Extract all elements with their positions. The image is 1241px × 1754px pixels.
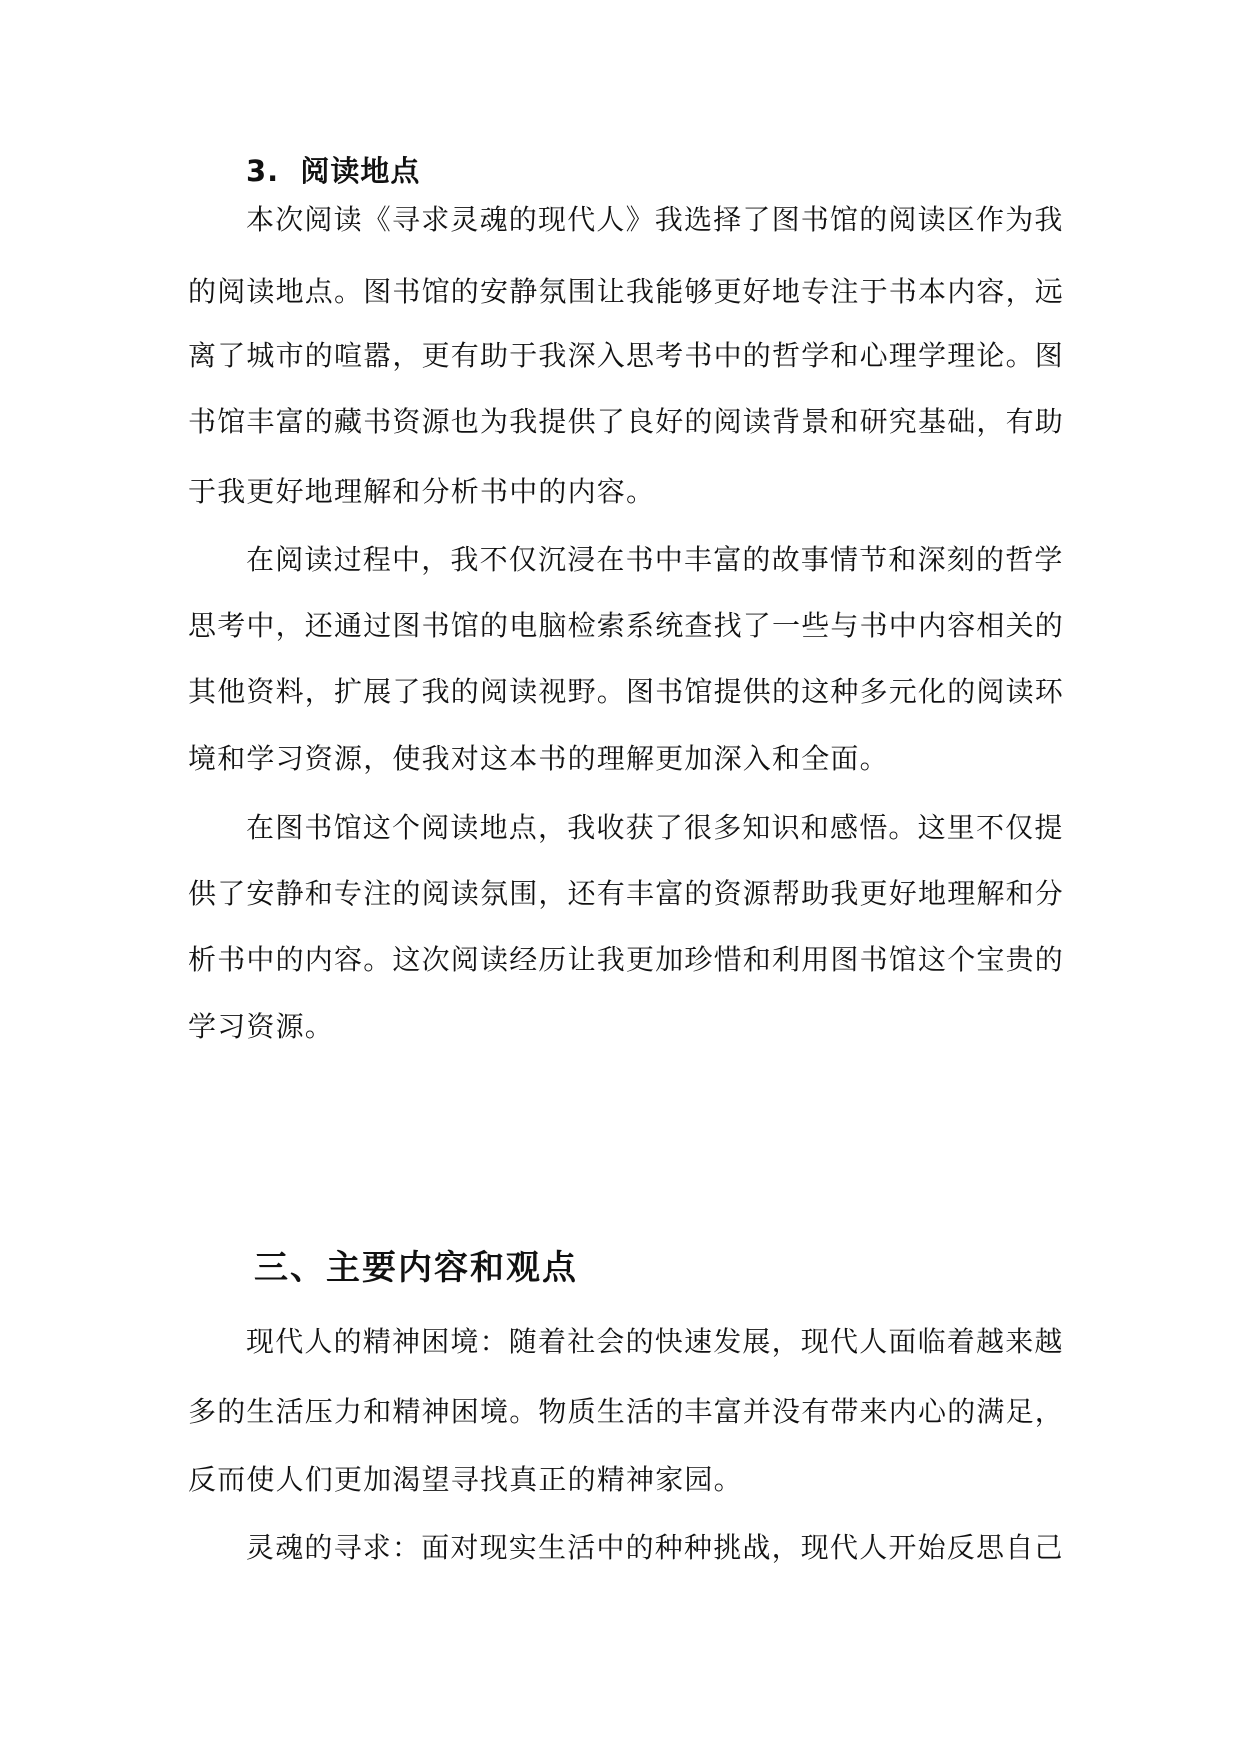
subsection-number: 3.: [246, 154, 280, 188]
paragraph-3-line-3: 析书中的内容。这次阅读经历让我更加珍惜和利用图书馆这个宝贵的: [188, 943, 1065, 976]
paragraph-2-line-3: 其他资料，扩展了我的阅读视野。图书馆提供的这种多元化的阅读环: [188, 675, 1065, 708]
section-paragraph-1-line-2: 多的生活压力和精神困境。物质生活的丰富并没有带来内心的满足，: [188, 1395, 1065, 1428]
paragraph-1-line-1: 本次阅读《寻求灵魂的现代人》我选择了图书馆的阅读区作为我: [246, 203, 1064, 236]
paragraph-3-line-2: 供了安静和专注的阅读氛围，还有丰富的资源帮助我更好地理解和分: [188, 877, 1065, 910]
paragraph-3-line-4: 学习资源。: [188, 1010, 335, 1043]
paragraph-2-line-2: 思考中，还通过图书馆的电脑检索系统查找了一些与书中内容相关的: [188, 609, 1065, 642]
paragraph-1-line-4: 书馆丰富的藏书资源也为我提供了良好的阅读背景和研究基础，有助: [188, 405, 1065, 438]
paragraph-2-line-4: 境和学习资源，使我对这本书的理解更加深入和全面。: [188, 742, 889, 775]
section-heading: 三、主要内容和观点: [254, 1248, 578, 1288]
paragraph-2-line-1: 在阅读过程中，我不仅沉浸在书中丰富的故事情节和深刻的哲学: [246, 543, 1064, 576]
subsection-heading: [246, 151, 420, 191]
section-paragraph-2-line-1: 灵魂的寻求：面对现实生活中的种种挑战，现代人开始反思自己: [246, 1531, 1064, 1564]
section-paragraph-1-line-3: 反而使人们更加渴望寻找真正的精神家园。: [188, 1463, 743, 1496]
section-paragraph-1-line-1: 现代人的精神困境：随着社会的快速发展，现代人面临着越来越: [246, 1325, 1064, 1358]
subsection-title: 阅读地点: [300, 154, 421, 188]
paragraph-3-line-1: 在图书馆这个阅读地点，我收获了很多知识和感悟。这里不仅提: [246, 811, 1064, 844]
paragraph-1-line-2: 的阅读地点。图书馆的安静氛围让我能够更好地专注于书本内容，远: [188, 275, 1065, 308]
paragraph-1-line-5: 于我更好地理解和分析书中的内容。: [188, 475, 656, 508]
paragraph-1-line-3: 离了城市的喧嚣，更有助于我深入思考书中的哲学和心理学理论。图: [188, 339, 1065, 372]
